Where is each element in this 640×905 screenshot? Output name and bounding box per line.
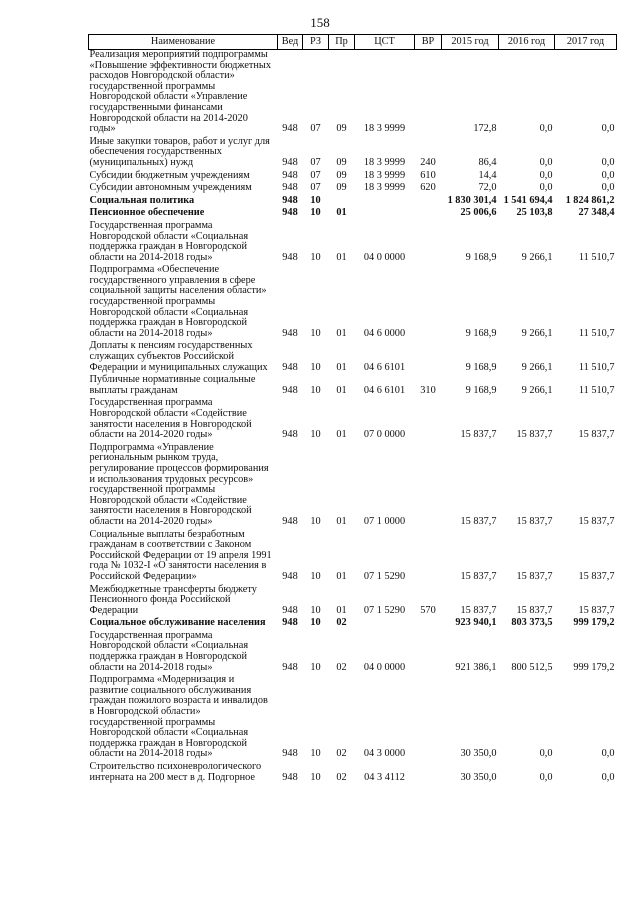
row-value-2016: 0,0 [539,156,553,168]
row-ved: 948 [282,515,298,527]
row-vr [415,339,442,373]
row-value-2015: 72,0 [478,182,497,194]
row-value-2015: 15 837,7 [460,515,497,527]
row-rz: 10 [310,327,321,339]
row-value-2017: 11 510,7 [578,384,615,396]
table-row [89,263,617,339]
row-rz: 10 [310,429,321,441]
header-ved: Вед [278,35,303,50]
row-value-2015: 15 837,7 [460,429,497,441]
row-vr [415,50,442,135]
header-pr: Пр [329,35,355,50]
row-value-2017: 11 510,7 [578,361,615,373]
row-value-2017: 27 348,4 [578,207,615,219]
table-row [89,181,617,194]
row-value-2017: 0,0 [601,771,615,783]
row-name: Публичные нормативные социальные выплаты гражданам [89,374,256,396]
row-name: Социальное обслуживание населения [89,617,266,629]
row-rz: 10 [310,384,321,396]
table-row [89,760,617,783]
header-cst: ЦСТ [355,35,415,50]
row-vr [415,263,442,339]
row-name: Иные закупки товаров, работ и услуг для обеспечения государственных (муниципальных) нужд [89,135,270,168]
table-row [89,441,617,528]
row-name: Межбюджетные трансферты бюджету Пенсионного фонда Российской Федерации [89,583,257,616]
row-pr: 09 [336,169,347,181]
row-rz: 10 [310,604,321,616]
row-pr: 01 [336,361,347,373]
table-row [89,219,617,263]
row-pr: 02 [336,617,347,629]
row-rz: 07 [310,123,321,135]
row-rz: 07 [310,169,321,181]
row-vr [415,528,442,583]
row-vr [415,219,442,263]
row-value-2015: 30 350,0 [460,771,497,783]
row-vr [415,616,442,629]
row-pr: 01 [336,429,347,441]
row-vr [415,629,442,673]
row-pr: 01 [336,515,347,527]
row-cst: 04 6 0000 [363,327,406,339]
row-cst: 07 1 5290 [363,570,406,582]
row-value-2015: 15 837,7 [460,570,497,582]
table-body [89,50,617,784]
table-row [89,50,617,135]
row-cst [355,206,415,219]
row-name: Доплаты к пенсиям государственных служащих субъектов Российской Федерации и муниципальных служащих [89,340,268,373]
row-ved: 948 [282,429,298,441]
row-value-2017: 15 837,7 [578,429,615,441]
row-cst: 18 3 9999 [363,182,406,194]
page-number: 158 [310,15,330,30]
row-value-2016: 0,0 [539,771,553,783]
row-ved: 948 [282,123,298,135]
header-2017: 2017 год [555,35,617,50]
row-name: Государственная программа Новгородской области «Социальная поддержка граждан в Новгородской области на 2014-2018 годы» [89,629,249,673]
row-cst: 07 0 0000 [363,429,406,441]
row-vr [415,673,442,760]
row-vr: 570 [420,604,436,616]
row-pr: 09 [336,156,347,168]
row-value-2017: 0,0 [601,169,615,181]
row-ved: 948 [282,361,298,373]
row-cst: 18 3 9999 [363,123,406,135]
row-ved: 948 [282,251,298,263]
row-ved: 948 [282,771,298,783]
row-vr [415,206,442,219]
row-value-2015: 86,4 [478,156,497,168]
row-pr [329,194,355,207]
table-row [89,169,617,182]
table-row [89,616,617,629]
row-value-2015: 921 386,1 [455,661,497,673]
row-cst: 04 3 0000 [363,748,406,760]
row-name: Социальная политика [89,194,195,206]
row-cst: 07 1 0000 [363,515,406,527]
row-name: Субсидии автономным учреждениям [89,182,252,194]
row-name: Пенсионное обеспечение [89,207,205,219]
row-value-2016: 15 837,7 [516,515,553,527]
row-ved: 948 [282,207,298,219]
row-value-2016: 0,0 [539,182,553,194]
row-value-2015: 15 837,7 [460,604,497,616]
row-pr: 01 [336,604,347,616]
row-value-2015: 9 168,9 [465,361,497,373]
row-cst: 18 3 9999 [363,169,406,181]
row-vr: 310 [420,384,436,396]
row-cst: 07 1 5290 [363,604,406,616]
row-value-2016: 15 837,7 [516,429,553,441]
row-value-2016: 15 837,7 [516,570,553,582]
row-value-2017: 11 510,7 [578,251,615,263]
row-pr: 09 [336,182,347,194]
row-rz: 07 [310,182,321,194]
row-value-2015: 9 168,9 [465,251,497,263]
table-row [89,629,617,673]
row-cst: 04 0 0000 [363,251,406,263]
row-vr [415,760,442,783]
header-2016: 2016 год [499,35,555,50]
row-value-2017: 999 179,2 [573,617,615,629]
row-ved: 948 [282,570,298,582]
row-value-2016: 800 512,5 [511,661,553,673]
row-value-2015: 9 168,9 [465,327,497,339]
row-cst: 18 3 9999 [363,156,406,168]
row-rz: 10 [310,748,321,760]
row-pr: 01 [336,207,347,219]
row-value-2016: 803 373,5 [511,617,553,629]
row-name: Государственная программа Новгородской области «Содействие занятости населения в Новгородской области на 2014-2020 годы» [89,397,252,441]
row-ved: 948 [282,617,298,629]
row-cst [355,616,415,629]
row-ved: 948 [282,156,298,168]
table-row [89,194,617,207]
row-value-2016: 9 266,1 [521,384,553,396]
row-cst [355,194,415,207]
row-value-2017: 1 824 861,2 [565,194,615,206]
row-value-2017: 15 837,7 [578,604,615,616]
row-name: Подпрограмма «Обеспечение государственного управления в сфере социальной защиты населения области» государственной программы Новгородской области «Социальная поддержка граждан в Новгородской области на 2014-2018 годы» [89,264,267,339]
row-vr: 610 [420,169,436,181]
row-rz: 10 [310,361,321,373]
row-pr: 02 [336,771,347,783]
row-value-2016: 25 103,8 [516,207,553,219]
row-value-2017: 999 179,2 [573,661,615,673]
table-row [89,135,617,169]
row-rz: 07 [310,156,321,168]
row-value-2015: 1 830 301,4 [447,194,497,206]
row-vr: 620 [420,182,436,194]
row-vr: 240 [420,156,436,168]
row-value-2015: 923 940,1 [455,617,497,629]
row-rz: 10 [310,515,321,527]
row-value-2017: 0,0 [601,123,615,135]
row-value-2016: 1 541 694,4 [503,194,553,206]
row-cst: 04 6 6101 [363,384,406,396]
header-rz: РЗ [303,35,329,50]
row-pr: 01 [336,327,347,339]
row-pr: 02 [336,661,347,673]
row-value-2016: 9 266,1 [521,361,553,373]
row-value-2017: 0,0 [601,182,615,194]
table-row [89,396,617,440]
row-rz: 10 [310,251,321,263]
row-value-2017: 0,0 [601,156,615,168]
row-ved: 948 [282,327,298,339]
row-pr: 09 [336,123,347,135]
row-value-2016: 9 266,1 [521,327,553,339]
row-name: Социальные выплаты безработным гражданам в соответствии с Законом Российской Федерации от 19 апреля 1991 года № 1032-I «О занятости населения в Российской Федерации» [89,528,272,582]
row-name: Государственная программа Новгородской области «Социальная поддержка граждан в Новгородской области на 2014-2018 годы» [89,219,249,263]
row-ved: 948 [282,748,298,760]
row-cst: 04 0 0000 [363,661,406,673]
table-row [89,673,617,760]
row-name: Подпрограмма «Модернизация и развитие социального обслуживания граждан пожилого возраста и инвалидов в Новгородской области» государственной программы Новгородской области «Социальная поддержка граждан в Новгородской области на 2014-2018 годы» [89,674,268,760]
row-pr: 01 [336,251,347,263]
row-pr: 02 [336,748,347,760]
row-value-2015: 172,8 [473,123,497,135]
row-cst: 04 3 4112 [364,771,405,783]
row-value-2017: 11 510,7 [578,327,615,339]
row-value-2017: 15 837,7 [578,515,615,527]
header-name: Наименование [89,35,278,50]
row-ved: 948 [282,661,298,673]
row-rz: 10 [310,207,321,219]
row-rz: 10 [310,617,321,629]
row-vr [415,396,442,440]
row-name: Строительство психоневрологического интерната на 200 мест в д. Подгорное [89,761,262,783]
row-value-2016: 0,0 [539,169,553,181]
header-2015: 2015 год [442,35,499,50]
row-value-2015: 9 168,9 [465,384,497,396]
table-row [89,339,617,373]
row-value-2015: 30 350,0 [460,748,497,760]
row-pr: 01 [336,570,347,582]
row-ved: 948 [282,169,298,181]
row-value-2016: 15 837,7 [516,604,553,616]
row-ved: 948 [282,194,298,206]
row-value-2017: 0,0 [601,748,615,760]
row-value-2015: 14,4 [478,169,497,181]
row-rz: 10 [310,194,321,206]
row-name: Субсидии бюджетным учреждениям [89,169,250,181]
row-pr: 01 [336,384,347,396]
row-value-2016: 9 266,1 [521,251,553,263]
row-rz: 10 [310,661,321,673]
row-ved: 948 [282,182,298,194]
row-vr [415,194,442,207]
row-name: Подпрограмма «Управление региональным рынком труда, регулирование процессов формирования и использования трудовых ресурсов» государственной программы Новгородской области «Содействие занятости населения в Новгородской области на 2014-2020 годы» [89,441,269,527]
row-value-2015: 25 006,6 [460,207,497,219]
table-header-row [89,35,617,50]
budget-table [88,34,617,783]
table-row [89,206,617,219]
row-value-2017: 15 837,7 [578,570,615,582]
row-rz: 10 [310,570,321,582]
row-vr [415,441,442,528]
row-ved: 948 [282,604,298,616]
header-vr: ВР [415,35,442,50]
table-row [89,528,617,583]
row-name: Реализация мероприятий подпрограммы «Повышение эффективности бюджетных расходов Новгородской области» государственной программы Новгородской области «Управление государственными финансами Новгородской области на 2014-2020 годы» [89,49,271,135]
row-rz: 10 [310,771,321,783]
row-value-2016: 0,0 [539,123,553,135]
row-value-2016: 0,0 [539,748,553,760]
row-cst: 04 6 6101 [363,361,406,373]
table-row [89,373,617,396]
row-ved: 948 [282,384,298,396]
table-row [89,583,617,617]
